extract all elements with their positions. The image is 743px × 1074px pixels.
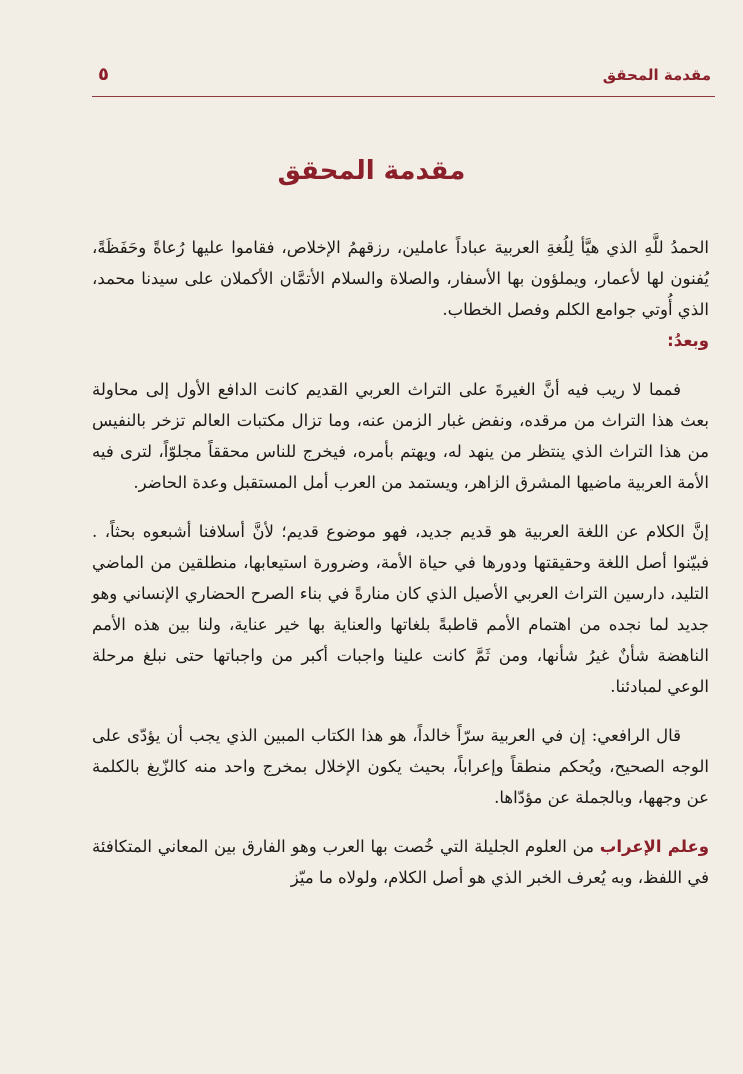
running-header [92,62,715,97]
paragraph-rafii-quote: قال الرافعي: إن في العربية سرّاً خالداً، هو هذا الكتاب المبين الذي يجب أن يؤدّى على الوجه الصحيح، ويُحكم منطقاً وإعراباً، بحيث يكون الإخلال بمخرج واحد منه كالزّيغ بالكلمة عن وجهها، وبالجملة عن مؤدّاها. [92,726,709,807]
irab-text: من العلوم الجليلة التي خُصت بها العرب وهو الفارق بين المعاني المتكافئة في اللفظ، وبه يُعرف الخبر الذي هو أصل الكلام، ولولاه ما ميّز [92,837,709,887]
paragraph-heritage: فمما لا ريب فيه أنَّ الغيرةَ على التراث العربي القديم كانت الدافع الأول إلى محاولة بعث هذا التراث من مرقده، ونفض غبار الزمن عنه، وما تزال مكتبات العالم تزخر بالنفيس من هذا التراث الذي ينتظر من ينهد له، ويهتم بأمره، فيخرج للناس محققاً مجلوّاً، لترى فيه الأمة العربية ماضيها المشرق الزاهر، ويستمد من العرب أمل المستقبل وعدة الحاضر. [92,380,709,492]
paragraph-irab [92,831,709,893]
irab-label: وعلم الإعراب [599,837,709,856]
wabad-line [92,325,709,356]
paragraph-language: إنَّ الكلام عن اللغة العربية هو قديم جديد، فهو موضوع قديم؛ لأنَّ أسلافنا أشبعوه بحثاً، . فبيّنوا أصل اللغة وحقيقتها ودورها في حياة الأمة، وضرورة استيعابها، منطلقين من الماضي التليد، دارسين التراث العربي الأصيل الذي كان منارةً في بناء الصرح الحضاري الإنساني وهو جديد لما نجده من اهتمام الأمم قاطبةً بلغاتها والعناية بها خير عناية، ولنا بين هذه الأمم الناهضة شأنٌ غيرُ شأنها، ومن ثَمَّ كانت علينا واجبات أكبر من واجباتها حتى نبلغ مرحلة الوعي لمبادئنا. [92,522,709,696]
body-text [92,232,709,893]
page-number: ٥ [98,64,109,85]
running-header-title: مقدمة المحقق [602,66,711,84]
section-title: مقدمة المحقق [277,156,466,186]
wabad-label: وبعدُ: [667,331,709,350]
paragraph-praise: الحمدُ للَّهِ الذي هيَّأ لِلُغةِ العربية عباداً عاملين، رزقهمُ الإخلاص، فقاموا عليها رُعاةً وحَفَظَةً، يُفنون لها لأعمار، ويملؤون بها الأسفار، والصلاة والسلام الأتمَّان الأكملان على سيدنا محمد، الذي أُوتي جوامع الكلم وفصل الخطاب. [92,238,709,319]
